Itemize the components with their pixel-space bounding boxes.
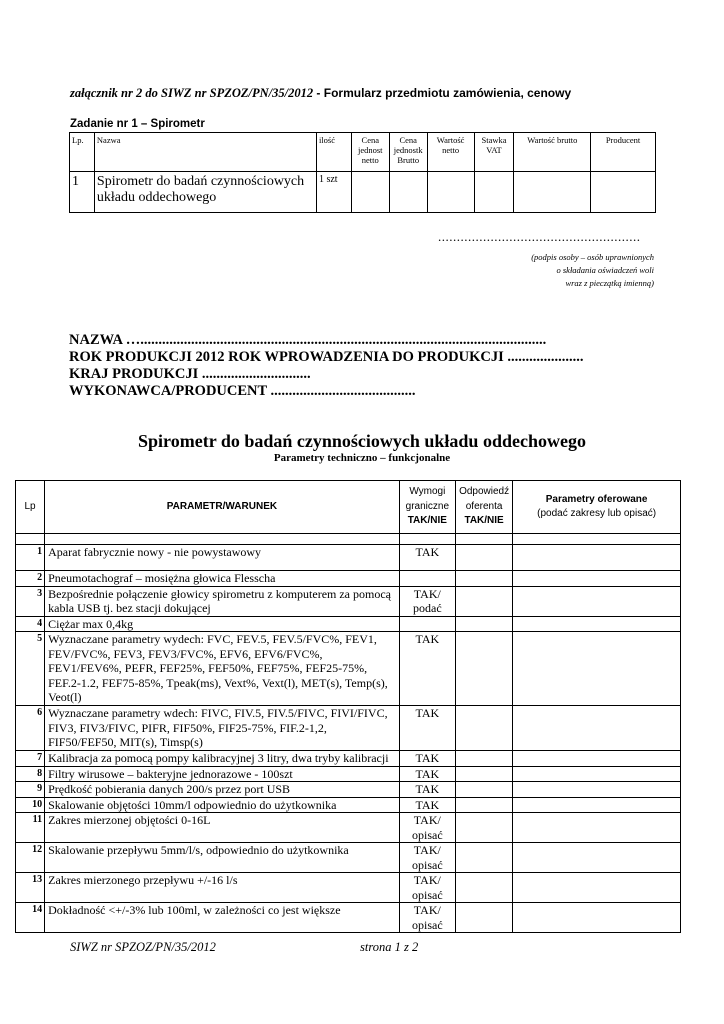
info-kraj-produkcji: KRAJ PRODUKCJI .............................. (69, 366, 311, 382)
row-parameter: Pneumotachograf – mosiężna głowica Flesscha (45, 571, 400, 587)
row-parameter: Skalowanie przepływu 5mm/l/s, odpowiednio do użytkownika (45, 843, 400, 873)
row-lp: 4 (16, 616, 45, 632)
row-offered-field[interactable] (513, 782, 681, 798)
header-attachment-ref: załącznik nr 2 do SIWZ nr SPZOZ/PN/35/2012 (70, 86, 314, 100)
col-unit-net: Cena jednost netto (351, 133, 389, 172)
parameter-row (16, 545, 681, 571)
footer-doc-ref: SIWZ nr SPZOZ/PN/35/2012 (70, 940, 216, 954)
col-lp: Lp (16, 481, 45, 534)
row-parameter: Prędkość pobierania danych 200/s przez port USB (45, 782, 400, 798)
col-offered (513, 481, 681, 534)
signature-note-line: wraz z pieczątką imienną) (565, 278, 654, 288)
row-lp: 3 (16, 586, 45, 616)
parameter-row (16, 903, 681, 933)
row-lp: 1 (70, 172, 95, 213)
col-qty: ilość (316, 133, 351, 172)
col-requirement (399, 481, 455, 534)
parameter-row (16, 751, 681, 767)
parameter-row (16, 873, 681, 903)
row-offered-field[interactable] (513, 903, 681, 933)
signature-note-line: (podpis osoby – osób uprawnionych (531, 252, 654, 262)
parameter-row (16, 813, 681, 843)
row-response-field[interactable] (455, 873, 512, 903)
row-unit-gross-field[interactable] (389, 172, 427, 213)
row-offered-field[interactable] (513, 706, 681, 751)
parameter-row (16, 843, 681, 873)
row-lp: 11 (16, 813, 45, 843)
col-name: Nazwa (94, 133, 316, 172)
col-parameter: PARAMETR/WARUNEK (45, 481, 400, 534)
row-offered-field[interactable] (513, 797, 681, 813)
row-lp: 10 (16, 797, 45, 813)
row-offered-field[interactable] (513, 586, 681, 616)
info-nazwa: NAZWA …................................................................................................................ (69, 332, 547, 348)
spacer-cell (16, 534, 45, 545)
row-response-field[interactable] (455, 586, 512, 616)
row-parameter: Zakres mierzonej objętości 0-16L (45, 813, 400, 843)
row-response-field[interactable] (455, 782, 512, 798)
col-response-line: oferenta (465, 500, 503, 512)
row-requirement: TAK (399, 766, 455, 782)
row-response-field[interactable] (455, 813, 512, 843)
document-header (70, 86, 571, 101)
row-requirement (399, 571, 455, 587)
row-offered-field[interactable] (513, 571, 681, 587)
row-qty: 1 szt (316, 172, 351, 213)
row-response-field[interactable] (455, 903, 512, 933)
row-offered-field[interactable] (513, 751, 681, 767)
info-rok-produkcji: ROK PRODUKCJI 2012 ROK WPROWADZENIA DO PRODUKCJI ..................... (69, 349, 584, 365)
row-response-field[interactable] (455, 797, 512, 813)
page-title: Spirometr do badań czynnościowych układu oddechowego (138, 431, 586, 451)
parameter-row (16, 797, 681, 813)
info-wykonawca: WYKONAWCA/PRODUCENT ........................................ (69, 383, 416, 399)
row-requirement: TAK (399, 797, 455, 813)
parameter-row (16, 706, 681, 751)
row-parameter: Kalibracja za pomocą pompy kalibracyjnej 3 litry, dwa tryby kalibracji (45, 751, 400, 767)
row-parameter: Wyznaczane parametry wydech: FVC, FEV.5, FEV.5/FVC%, FEV1, FEV/FVC%, FEV3, FEV3/FVC%, EFV6, EFV6/FVC%, FEV1/FEV6%, PEFR, FEF25%, FEF50%, FEF75%, FEF25-75%, FEF.2-1.2, FEF75-85%, Tpeak(ms), Vext%, Vext(l), MET(s), Temp(s), Veot(l) (45, 632, 400, 706)
row-requirement: TAK/ podać (399, 586, 455, 616)
row-lp: 2 (16, 571, 45, 587)
parameter-row (16, 571, 681, 587)
row-parameter: Bezpośrednie połączenie głowicy spirometru z komputerem za pomocą kabla USB tj. bez stacji dokującej (45, 586, 400, 616)
signature-note (454, 251, 654, 290)
col-unit-gross: Cena jednostk Brutto (389, 133, 427, 172)
row-name: Spirometr do badań czynnościowych układu oddechowego (94, 172, 316, 213)
row-parameter: Skalowanie objętości 10mm/l odpowiednio do użytkownika (45, 797, 400, 813)
row-lp: 14 (16, 903, 45, 933)
col-requirement-line: graniczne (405, 500, 449, 512)
header-form-title: - Formularz przedmiotu zamówienia, cenowy (313, 86, 572, 100)
row-response-field[interactable] (455, 571, 512, 587)
row-response-field[interactable] (455, 706, 512, 751)
signature-note-line: o składania oświadczeń woli (556, 265, 654, 275)
row-lp: 13 (16, 873, 45, 903)
col-vat: Stawka VAT (474, 133, 514, 172)
row-lp: 9 (16, 782, 45, 798)
row-response-field[interactable] (455, 843, 512, 873)
col-response (455, 481, 512, 534)
parameters-table-header (16, 481, 681, 534)
parameters-table-body (16, 545, 681, 933)
row-offered-field[interactable] (513, 545, 681, 571)
col-requirement-line: TAK/NIE (407, 515, 447, 527)
row-requirement: TAK/ opisać (399, 903, 455, 933)
row-response-field[interactable] (455, 632, 512, 706)
parameter-row (16, 586, 681, 616)
row-lp: 7 (16, 751, 45, 767)
spacer-cell (399, 534, 455, 545)
row-unit-net-field[interactable] (351, 172, 389, 213)
row-offered-field[interactable] (513, 632, 681, 706)
row-value-net-field[interactable] (427, 172, 474, 213)
row-offered-field[interactable] (513, 843, 681, 873)
row-requirement: TAK (399, 632, 455, 706)
price-table-row (70, 172, 656, 213)
spacer-cell (455, 534, 512, 545)
col-producer: Producent (591, 133, 656, 172)
col-response-line: TAK/NIE (464, 515, 504, 527)
parameter-row (16, 616, 681, 632)
row-lp: 6 (16, 706, 45, 751)
col-offered-line: (podać zakresy lub opisać) (537, 508, 657, 519)
row-parameter: Zakres mierzonego przepływu +/-16 l/s (45, 873, 400, 903)
row-requirement: TAK/ opisać (399, 873, 455, 903)
price-table-header (70, 133, 656, 172)
task-title: Zadanie nr 1 – Spirometr (70, 118, 205, 130)
price-table (69, 132, 656, 213)
row-response-field[interactable] (455, 616, 512, 632)
row-lp: 5 (16, 632, 45, 706)
row-requirement: TAK/ opisać (399, 813, 455, 843)
col-value-net: Wartość netto (427, 133, 474, 172)
row-requirement: TAK (399, 706, 455, 751)
row-parameter: Wyznaczane parametry wdech: FIVC, FIV.5, FIV.5/FIVC, FIVI/FIVC, FIV3, FIV3/FIVC, PIFR, FIF50%, FIF25-75%, FIF.2-1,2, FIF50/FEF50, MIT(s), Timsp(s) (45, 706, 400, 751)
spacer-row (16, 534, 681, 545)
row-parameter: Dokładność <+/-3% lub 100ml, w zależności co jest większe (45, 903, 400, 933)
col-offered-line: Parametry oferowane (545, 493, 648, 505)
footer-page-number: strona 1 z 2 (360, 940, 419, 954)
parameter-row (16, 632, 681, 706)
row-requirement: TAK (399, 751, 455, 767)
parameter-row (16, 782, 681, 798)
row-vat-field[interactable] (474, 172, 514, 213)
row-value-gross-field[interactable] (514, 172, 591, 213)
page-subtitle: Parametry techniczno – funkcjonalne (273, 452, 451, 464)
col-requirement-line: Wymogi (409, 486, 446, 498)
col-response-line: Odpowiedź (459, 486, 510, 498)
row-response-field[interactable] (455, 545, 512, 571)
row-lp: 12 (16, 843, 45, 873)
spacer-cell (513, 534, 681, 545)
col-lp: Lp. (70, 133, 95, 172)
row-response-field[interactable] (455, 751, 512, 767)
row-requirement: TAK/ opisać (399, 843, 455, 873)
row-parameter: Filtry wirusowe – bakteryjne jednorazowe - 100szt (45, 766, 400, 782)
row-parameter: Ciężar max 0,4kg (45, 616, 400, 632)
row-offered-field[interactable] (513, 873, 681, 903)
spacer-cell (45, 534, 400, 545)
row-requirement: TAK (399, 782, 455, 798)
row-lp: 1 (16, 545, 45, 571)
row-requirement (399, 616, 455, 632)
row-response-field[interactable] (455, 766, 512, 782)
row-requirement: TAK (399, 545, 455, 571)
row-producer-field[interactable] (591, 172, 656, 213)
row-lp: 8 (16, 766, 45, 782)
col-value-gross: Wartość brutto (514, 133, 591, 172)
row-parameter: Aparat fabrycznie nowy - nie powystawowy (45, 545, 400, 571)
parameters-table (15, 480, 681, 933)
row-offered-field[interactable] (513, 766, 681, 782)
signature-line: ...................................................... (438, 229, 641, 244)
row-offered-field[interactable] (513, 616, 681, 632)
parameter-row (16, 766, 681, 782)
row-offered-field[interactable] (513, 813, 681, 843)
